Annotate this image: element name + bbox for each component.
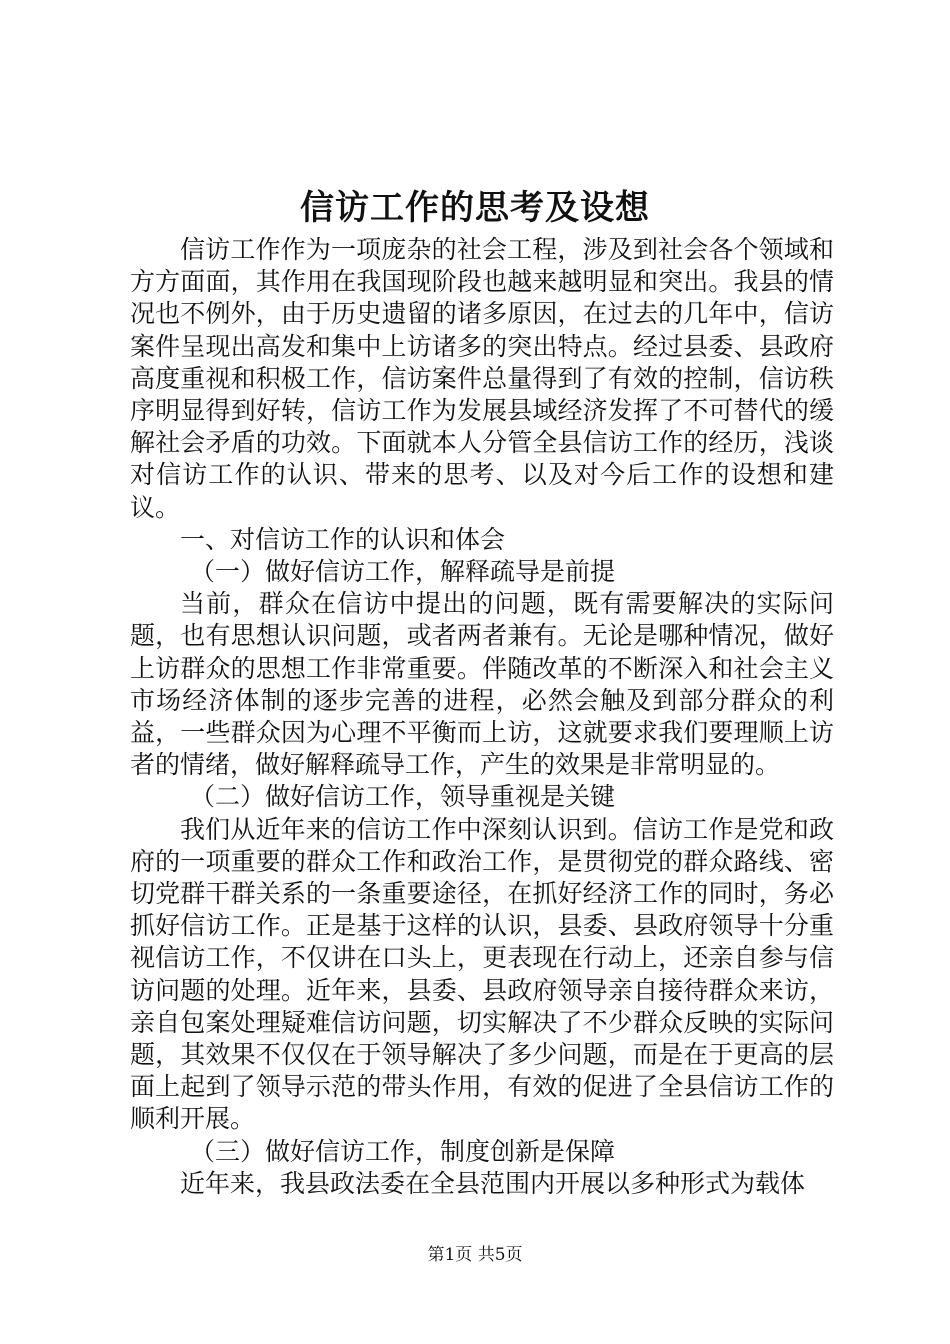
paragraph-3: 近年来，我县政法委在全县范围内开展以多种形式为载体 xyxy=(180,1168,806,1198)
subheading-1: （一）做好信访工作，解释疏导是前提 xyxy=(190,557,616,587)
intro-paragraph: 信访工作作为一项庞杂的社会工程，涉及到社会各个领域和方方面面，其作用在我国现阶段也越来越明显和突出。我县的情况也不例外，由于历史遗留的诸多原因，在过去的几年中，信访案件呈现出高发和集中上访诸多的突出特点。经过县委、县政府高度重视和积极工作，信访案件总量得到了有效的控制，信访秩序明显得到好转，信访工作为发展县域经济发挥了不可替代的缓解社会矛盾的功效。下面就本人分管全县信访工作的经历，浅谈对信访工作的认识、带来的思考、以及对今后工作的设想和建议。 xyxy=(130,235,834,522)
page-number-footer: 第1页 共5页 xyxy=(427,1245,523,1265)
document-body xyxy=(130,234,834,1200)
document-title: 信访工作的思考及设想 xyxy=(300,188,650,228)
section-heading: 一、对信访工作的认识和体会 xyxy=(180,524,506,554)
subheading-2: （二）做好信访工作，领导重视是关键 xyxy=(190,782,616,812)
paragraph-1: 当前，群众在信访中提出的问题，既有需要解决的实际问题，也有思想认识问题，或者两者兼有。无论是哪种情况，做好上访群众的思想工作非常重要。伴随改革的不断深入和社会主义市场经济体制的逐步完善的进程，必然会触及到部分群众的利益，一些群众因为心理不平衡而上访，这就要求我们要理顺上访者的情绪，做好解释疏导工作，产生的效果是非常明显的。 xyxy=(130,589,834,780)
paragraph-2: 我们从近年来的信访工作中深刻认识到。信访工作是党和政府的一项重要的群众工作和政治工作，是贯彻党的群众路线、密切党群干群关系的一条重要途径，在抓好经济工作的同时，务必抓好信访工作。正是基于这样的认识，县委、县政府领导十分重视信访工作，不仅讲在口头上，更表现在行动上，还亲自参与信访问题的处理。近年来，县委、县政府领导亲自接待群众来访，亲自包案处理疑难信访问题，切实解决了不少群众反映的实际问题，其效果不仅仅在于领导解决了多少问题，而是在于更高的层面上起到了领导示范的带头作用，有效的促进了全县信访工作的顺利开展。 xyxy=(130,814,834,1134)
subheading-3: （三）做好信访工作，制度创新是保障 xyxy=(190,1136,616,1166)
